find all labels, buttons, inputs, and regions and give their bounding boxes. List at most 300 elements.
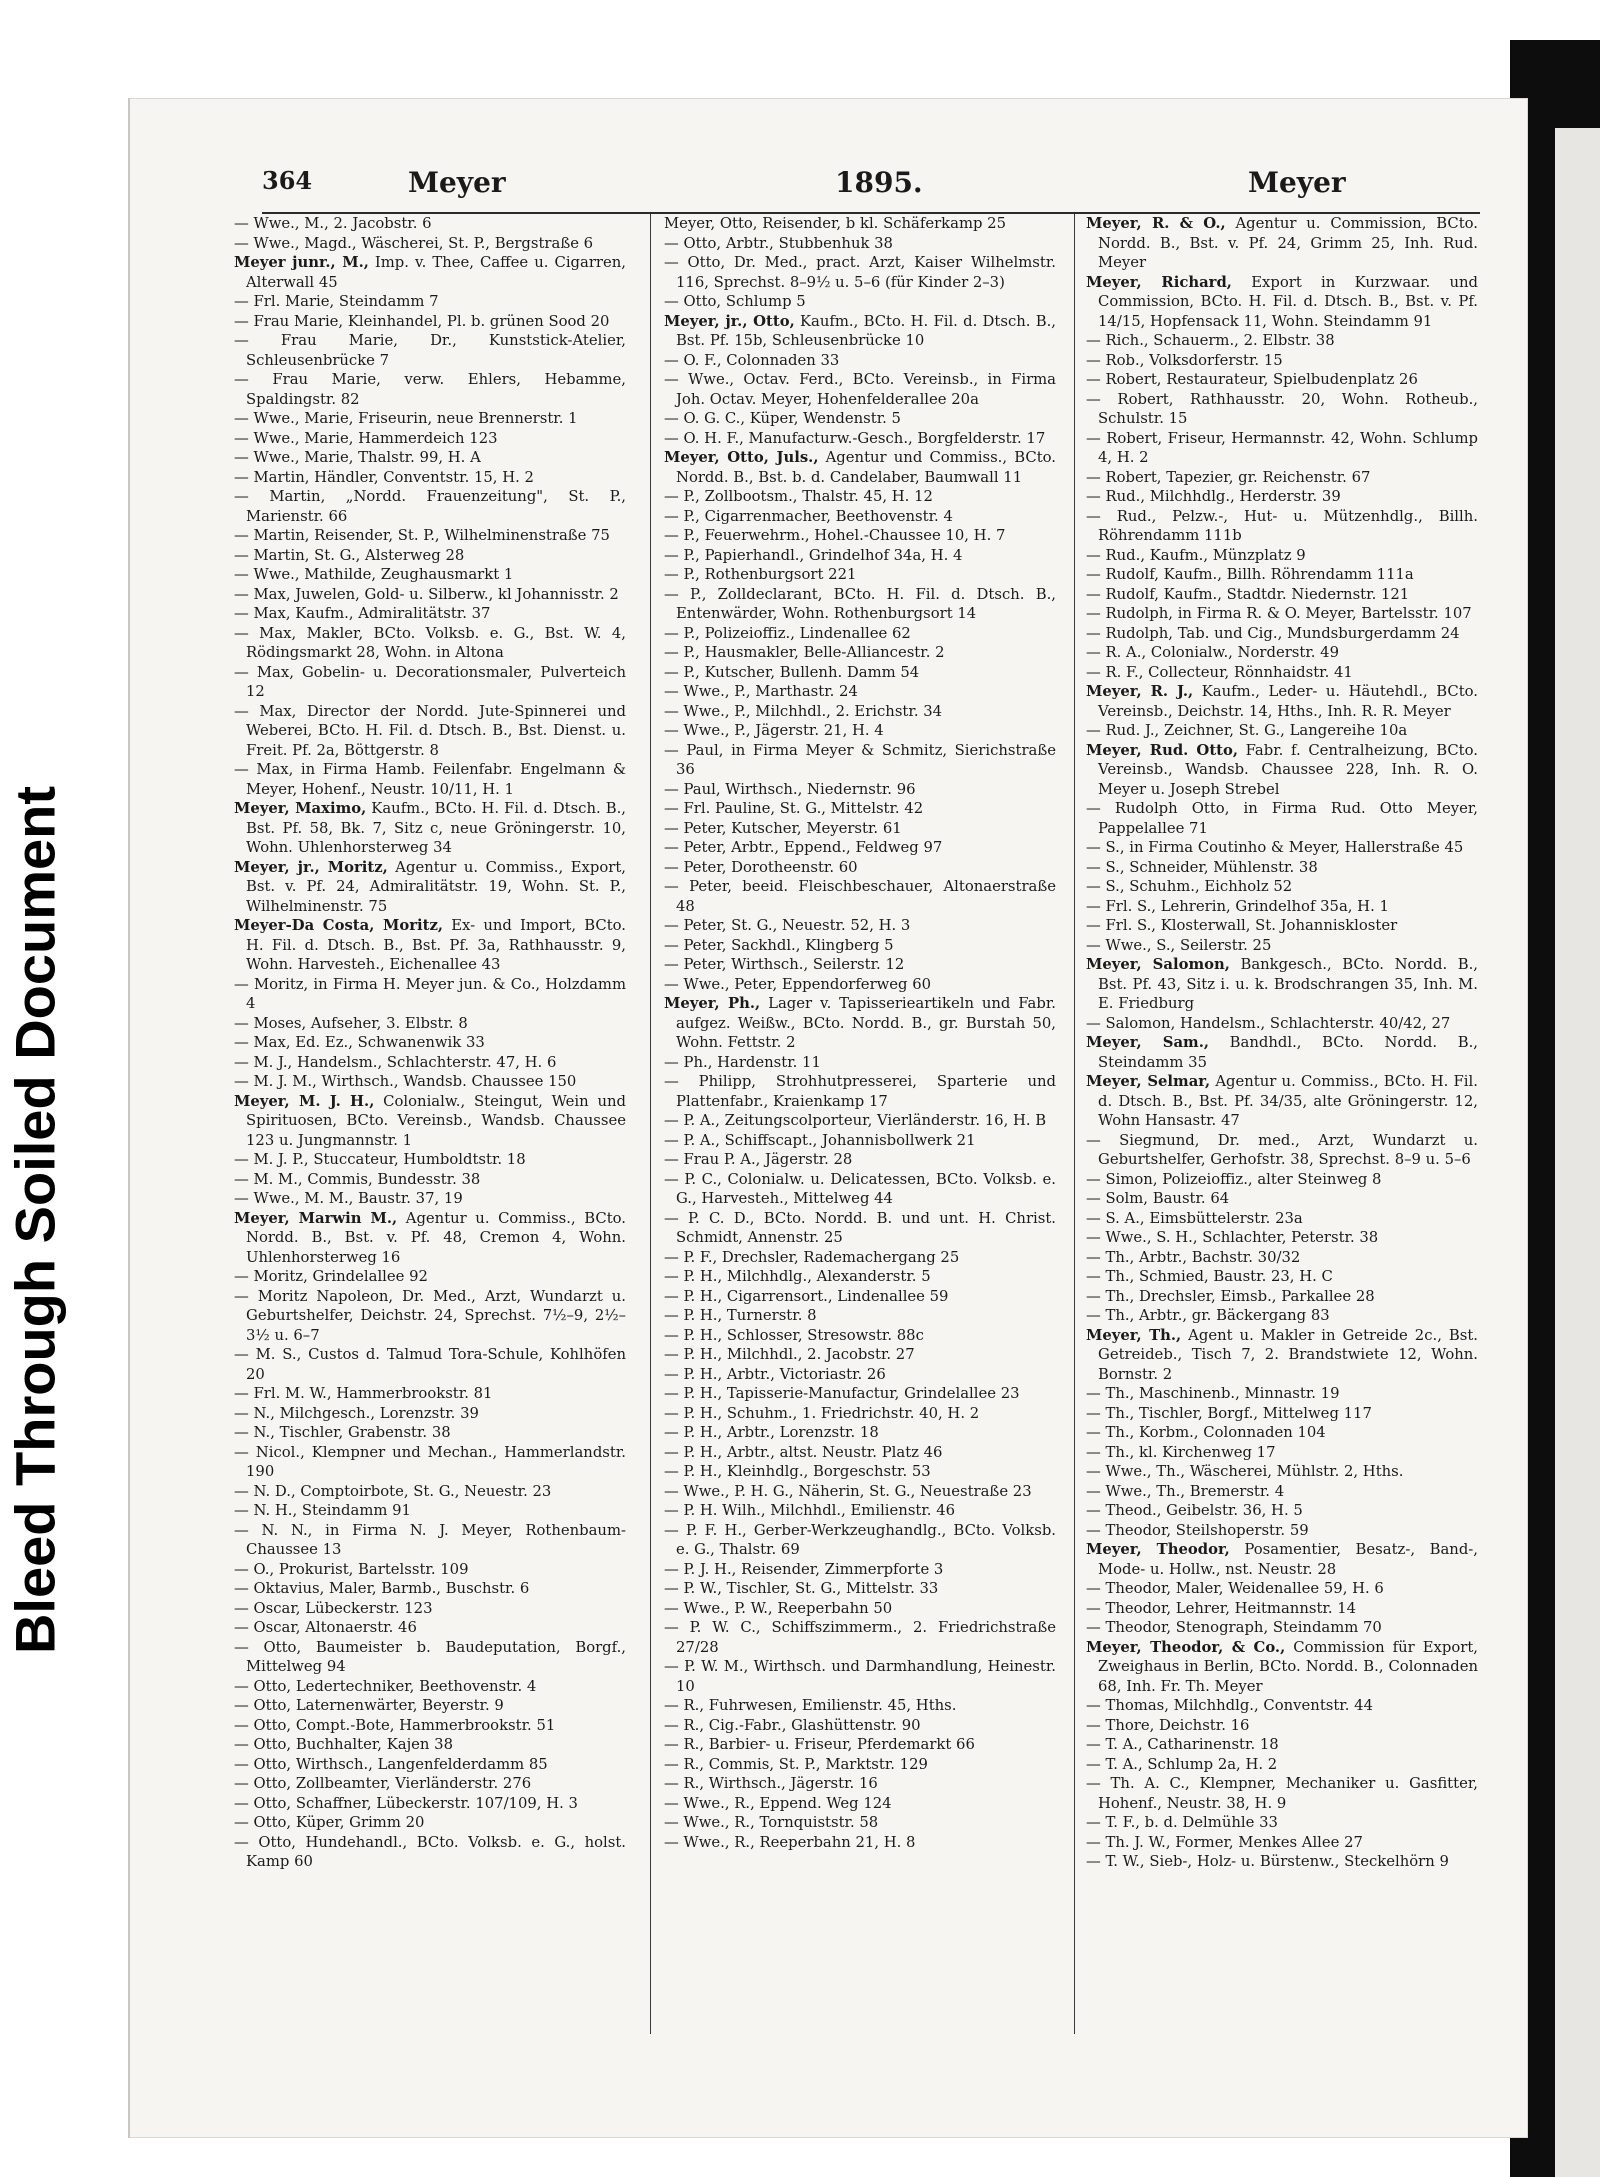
entry-text: — Thomas, Milchhdlg., Conventstr. 44 <box>1086 1697 1373 1714</box>
directory-entry <box>664 1579 1056 1599</box>
directory-entry <box>234 1716 626 1736</box>
entry-text: — Peter, Kutscher, Meyerstr. 61 <box>664 819 902 837</box>
directory-entry <box>664 780 1056 800</box>
entry-text: Imp. v. Thee, Caffee u. Cigarren, Alterwall 45 <box>246 254 626 291</box>
entry-text: — Robert, Tapezier, gr. Reichenstr. 67 <box>1086 468 1371 486</box>
directory-entry <box>664 858 1056 878</box>
entry-text: — Theodor, Steilshoperstr. 59 <box>1086 1521 1309 1539</box>
entry-text: — P. A., Schiffscapt., Johannisbollwerk 21 <box>664 1131 976 1149</box>
entry-text: — Otto, Schaffner, Lübeckerstr. 107/109, H. 3 <box>234 1794 578 1812</box>
directory-entry <box>1086 663 1478 683</box>
entry-text: — Otto, Buchhalter, Kajen 38 <box>234 1736 453 1753</box>
entry-text: — M. J., Handelsm., Schlachterstr. 47, H. 6 <box>234 1053 557 1071</box>
entry-text: Colonialw., Steingut, Wein und Spirituosen, BCto. Vereinsb., Wandsb. Chaussee 123 u. Jungmannstr. 1 <box>246 1092 626 1149</box>
directory-entry <box>234 1638 626 1677</box>
directory-entry <box>664 1345 1056 1365</box>
entry-text: — Rich., Schauerm., 2. Elbstr. 38 <box>1086 332 1335 349</box>
directory-entry <box>1086 1774 1478 1813</box>
directory-entry <box>234 1755 626 1775</box>
directory-entry <box>234 585 626 605</box>
entry-text: — Rud. J., Zeichner, St. G., Langereihe 10a <box>1086 722 1408 739</box>
directory-entry <box>234 1345 626 1384</box>
entry-text: — Th., Korbm., Colonnaden 104 <box>1086 1424 1326 1441</box>
entry-text: — Paul, Wirthsch., Niedernstr. 96 <box>664 780 916 798</box>
directory-entry <box>1086 721 1478 741</box>
directory-entry <box>1086 1833 1478 1853</box>
entry-text: — N. D., Comptoirbote, St. G., Neuestr. 23 <box>234 1482 552 1500</box>
entry-text: — Th. J. W., Former, Menkes Allee 27 <box>1086 1833 1363 1851</box>
directory-entry <box>664 877 1056 916</box>
entry-text: — Otto, Dr. Med., pract. Arzt, Kaiser Wilhelmstr. 116, Sprechst. 8–9½ u. 5–6 (für Kinder 2–3) <box>664 254 1056 291</box>
entry-text: — P., Kutscher, Bullenh. Damm 54 <box>664 663 920 681</box>
directory-entry <box>1086 1813 1478 1833</box>
directory-entry <box>1086 1189 1478 1209</box>
directory-entry <box>664 1248 1056 1268</box>
entry-text: — S. A., Eimsbüttelerstr. 23a <box>1086 1209 1303 1227</box>
entry-text: — O., Prokurist, Bartelsstr. 109 <box>234 1560 469 1578</box>
directory-entry <box>1086 1599 1478 1619</box>
directory-entry <box>234 429 626 449</box>
entry-text: — Theodor, Lehrer, Heitmannstr. 14 <box>1086 1599 1357 1617</box>
entry-name: Meyer, Th., <box>1086 1326 1182 1344</box>
entry-text: — Martin, „Nordd. Frauenzeitung", St. P., Marienstr. 66 <box>234 488 626 525</box>
directory-entry <box>234 487 626 526</box>
directory-entry <box>664 1306 1056 1326</box>
entry-text: — Wwe., S. H., Schlachter, Peterstr. 38 <box>1086 1229 1379 1246</box>
entry-text: — Paul, in Firma Meyer & Schmitz, Sierichstraße 36 <box>664 741 1056 778</box>
directory-entry <box>1086 546 1478 566</box>
directory-entry <box>1086 897 1478 917</box>
entry-text: Bandhdl., BCto. Nordd. B., Steindamm 35 <box>1098 1034 1479 1071</box>
entry-text: — Wwe., Peter, Eppendorferweg 60 <box>664 975 932 993</box>
entry-text: — Wwe., Marie, Hammerdeich 123 <box>234 429 498 447</box>
directory-entry <box>1086 1248 1478 1268</box>
entry-text: — Rudolph, in Firma R. & O. Meyer, Bartelsstr. 107 <box>1086 605 1472 622</box>
directory-entry <box>664 312 1056 351</box>
entry-text: — Max, Makler, BCto. Volksb. e. G., Bst. W. 4, Rödingsmarkt 28, Wohn. in Altona <box>234 624 626 661</box>
directory-entry <box>234 1794 626 1814</box>
directory-entry <box>1086 1462 1478 1482</box>
directory-entry <box>664 1833 1056 1853</box>
directory-entry <box>664 292 1056 312</box>
entry-text: — T. F., b. d. Delmühle 33 <box>1086 1814 1278 1831</box>
entry-text: — Rudolph Otto, in Firma Rud. Otto Meyer, Pappelallee 71 <box>1086 800 1478 837</box>
entry-text: — P. W. C., Schiffszimmerm., 2. Friedrichstraße 27/28 <box>664 1619 1056 1656</box>
entry-text: — Rud., Milchhdlg., Herderstr. 39 <box>1086 488 1341 505</box>
entry-text: — Siegmund, Dr. med., Arzt, Wundarzt u. Geburtshelfer, Gerhofstr. 38, Sprechst. 8–9 u. 5–6 <box>1086 1131 1478 1168</box>
directory-entry <box>664 663 1056 683</box>
directory-entry <box>664 702 1056 722</box>
entry-text: — Wwe., P., Marthastr. 24 <box>664 683 858 700</box>
entry-text: — R., Barbier- u. Friseur, Pferdemarkt 66 <box>664 1736 975 1753</box>
directory-entry <box>234 1833 626 1872</box>
entry-text: Agent u. Makler in Getreide 2c., Bst. Getreideb., Tisch 7, 2. Brandstwiete 12, Wohn. Bornstr. 2 <box>1098 1326 1478 1383</box>
entry-text: — Wwe., M. M., Baustr. 37, 19 <box>234 1190 463 1207</box>
header-right-name: Meyer <box>1248 166 1346 199</box>
entry-text: — T. A., Schlump 2a, H. 2 <box>1086 1755 1278 1773</box>
entry-text: — P. H., Arbtr., altst. Neustr. Platz 46 <box>664 1443 943 1461</box>
directory-entry <box>234 1072 626 1092</box>
entry-text: — O. H. F., Manufacturw.-Gesch., Borgfelderstr. 17 <box>664 429 1046 447</box>
entry-text: — Nicol., Klempner und Mechan., Hammerlandstr. 190 <box>234 1443 626 1480</box>
directory-entry <box>664 955 1056 975</box>
directory-entry <box>234 1618 626 1638</box>
entry-text: — Philipp, Strohhutpresserei, Sparterie und Plattenfabr., Kraienkamp 17 <box>664 1073 1056 1110</box>
entry-text: Kaufm., BCto. H. Fil. d. Dtsch. B., Bst. Pf. 58, Bk. 7, Sitz c, neue Gröningerstr. 10, Wohn. Uhlenhorsterweg 34 <box>246 800 626 856</box>
directory-entry <box>1086 799 1478 838</box>
entry-text: Agentur u. Commission, BCto. Nordd. B., Bst. v. Pf. 24, Grimm 25, Inh. Rud. Meyer <box>1098 215 1478 271</box>
directory-entry <box>234 1423 626 1443</box>
directory-entry <box>234 468 626 488</box>
entry-text: — P. W. M., Wirthsch. und Darmhandlung, Heinestr. 10 <box>664 1658 1056 1695</box>
entry-text: — P. H., Schlosser, Stresowstr. 88c <box>664 1326 924 1344</box>
directory-entry <box>1086 429 1478 468</box>
directory-entry <box>664 253 1056 292</box>
entry-name: Meyer, Otto, Juls., <box>664 449 819 466</box>
entry-text: Export in Kurzwaar. und Commission, BCto. H. Fil. d. Dtsch. B., Bst. v. Pf. 14/15, Hopfensack 11, Wohn. Steindamm 91 <box>1098 273 1478 330</box>
entry-text: — Wwe., M., 2. Jacobstr. 6 <box>234 215 432 232</box>
directory-entry <box>234 1677 626 1697</box>
entry-text: — Th., Arbtr., Bachstr. 30/32 <box>1086 1248 1301 1266</box>
entry-text: Posamentier, Besatz-, Band-, Mode- u. Hollw., nst. Neustr. 28 <box>1098 1541 1478 1578</box>
entry-name: Meyer, Richard, <box>1086 273 1232 291</box>
directory-entry <box>664 1443 1056 1463</box>
directory-entry <box>664 1774 1056 1794</box>
directory-entry <box>664 819 1056 839</box>
entry-text: — R., Cig.-Fabr., Glashüttenstr. 90 <box>664 1716 921 1734</box>
entry-name: Meyer, Marwin M., <box>234 1209 398 1227</box>
entry-text: — S., in Firma Coutinho & Meyer, Hallerstraße 45 <box>1086 839 1464 856</box>
entry-text: — Wwe., Marie, Thalstr. 99, H. A <box>234 449 481 466</box>
directory-entry <box>664 799 1056 819</box>
entry-name: Meyer, R. & O., <box>1086 215 1226 232</box>
entry-text: — Robert, Rathhausstr. 20, Wohn. Rotheub., Schulstr. 15 <box>1086 390 1478 427</box>
directory-entry <box>234 604 626 624</box>
entry-text: — P., Feuerwehrm., Hohel.-Chaussee 10, H. 7 <box>664 527 1006 544</box>
entry-text: — Martin, Reisender, St. P., Wilhelminenstraße 75 <box>234 527 610 544</box>
directory-entry <box>664 1696 1056 1716</box>
directory-entry <box>234 1209 626 1268</box>
directory-entry <box>234 253 626 292</box>
next-page-edge <box>1555 128 1600 2177</box>
directory-entry <box>664 975 1056 995</box>
entry-text: — Oscar, Altonaerstr. 46 <box>234 1619 417 1636</box>
directory-entry <box>664 838 1056 858</box>
directory-entry <box>234 214 626 234</box>
directory-entry <box>664 1111 1056 1131</box>
entry-text: — Frl. S., Klosterwall, St. Johanniskloster <box>1086 917 1398 934</box>
entry-text: Agentur u. Commiss., BCto. Nordd. B., Bst. v. Pf. 48, Cremon 4, Wohn. Uhlenhorsterweg 16 <box>246 1209 626 1266</box>
directory-entry <box>234 1599 626 1619</box>
entry-text: — P. H., Kleinhdlg., Borgeschstr. 53 <box>664 1463 931 1480</box>
entry-text: — Wwe., Magd., Wäscherei, St. P., Bergstraße 6 <box>234 234 594 252</box>
entry-text: Lager v. Tapisserieartikeln und Fabr. aufgez. Weißw., BCto. Nordd. B., gr. Burstah 50, Wohn. Fettstr. 2 <box>676 995 1057 1051</box>
directory-entry <box>1086 1735 1478 1755</box>
entry-text: Ex- und Import, BCto. H. Fil. d. Dtsch. B., Bst. Pf. 3a, Rathhausstr. 9, Wohn. Harvesteh., Eichenallee 43 <box>246 917 627 973</box>
directory-entry <box>664 721 1056 741</box>
directory-entry <box>234 370 626 409</box>
directory-entry <box>664 1735 1056 1755</box>
directory-entry <box>1086 682 1478 721</box>
running-header <box>0 166 1600 206</box>
entry-text: — Wwe., P., Jägerstr. 21, H. 4 <box>664 722 884 739</box>
directory-entry <box>1086 351 1478 371</box>
entry-text: — Th., Tischler, Borgf., Mittelweg 117 <box>1086 1404 1372 1422</box>
entry-text: — Wwe., R., Tornquiststr. 58 <box>664 1814 879 1831</box>
entry-text: — R. F., Collecteur, Rönnhaidstr. 41 <box>1086 663 1353 681</box>
column-divider-2 <box>1074 214 1075 2034</box>
entry-text: — Max, in Firma Hamb. Feilenfabr. Engelmann & Meyer, Hohenf., Neustr. 10/11, H. 1 <box>234 761 626 798</box>
directory-entry <box>664 1716 1056 1736</box>
directory-entry <box>1086 1209 1478 1229</box>
entry-text: — Rudolf, Kaufm., Stadtdr. Niedernstr. 121 <box>1086 585 1410 603</box>
directory-entry <box>664 1384 1056 1404</box>
directory-entry <box>1086 1384 1478 1404</box>
directory-entry <box>234 1560 626 1580</box>
directory-entry <box>1086 1170 1478 1190</box>
entry-text: — P. H., Tapisserie-Manufactur, Grindelallee 23 <box>664 1385 1020 1402</box>
directory-entry <box>1086 1033 1478 1072</box>
entry-name: Meyer, Theodor, <box>1086 1541 1230 1558</box>
entry-name: Meyer, Maximo, <box>234 800 367 817</box>
directory-entry <box>664 1813 1056 1833</box>
entry-text: — Th., kl. Kirchenweg 17 <box>1086 1443 1276 1461</box>
entry-text: — Otto, Hundehandl., BCto. Volksb. e. G., holst. Kamp 60 <box>234 1833 626 1870</box>
entry-text: — P. W., Tischler, St. G., Mittelstr. 33 <box>664 1580 939 1597</box>
directory-entry <box>1086 741 1478 800</box>
entry-text: Fabr. f. Centralheizung, BCto. Vereinsb., Wandsb. Chaussee 228, Inh. R. O. Meyer u. Joseph Strebel <box>1098 741 1478 798</box>
directory-entry <box>664 1521 1056 1560</box>
directory-entry <box>1086 1482 1478 1502</box>
directory-entry <box>234 760 626 799</box>
entry-text: — Rudolf, Kaufm., Billh. Röhrendamm 111a <box>1086 566 1414 583</box>
directory-entry <box>234 702 626 761</box>
directory-entry <box>1086 858 1478 878</box>
entry-text: — Otto, Laternenwärter, Beyerstr. 9 <box>234 1697 504 1714</box>
entry-name: Meyer, Salomon, <box>1086 956 1230 973</box>
entry-text: — Wwe., Mathilde, Zeughausmarkt 1 <box>234 566 514 583</box>
entry-text: — P., Zollbootsm., Thalstr. 45, H. 12 <box>664 488 933 505</box>
entry-text: — S., Schuhm., Eichholz 52 <box>1086 878 1293 895</box>
directory-entry <box>664 1209 1056 1248</box>
directory-entry <box>234 331 626 370</box>
entry-text: — Frl. M. W., Hammerbrookstr. 81 <box>234 1385 493 1402</box>
directory-entry <box>664 1462 1056 1482</box>
entry-text: — Theodor, Stenograph, Steindamm 70 <box>1086 1619 1382 1636</box>
page-left-edge <box>128 98 130 2138</box>
entry-text: — P. H., Schuhm., 1. Friedrichstr. 40, H. 2 <box>664 1404 980 1422</box>
directory-entry <box>664 682 1056 702</box>
directory-entry <box>234 448 626 468</box>
entry-name: Meyer, jr., Otto, <box>664 312 795 330</box>
directory-entry <box>1086 1267 1478 1287</box>
entry-text: — Peter, Sackhdl., Klingberg 5 <box>664 936 894 954</box>
directory-entry <box>664 1053 1056 1073</box>
condition-stamp <box>0 700 70 1740</box>
directory-entry <box>1086 214 1478 273</box>
entry-text: — P. H. Wilh., Milchhdl., Emilienstr. 46 <box>664 1502 956 1519</box>
directory-entry <box>1086 1014 1478 1034</box>
directory-entry <box>234 858 626 917</box>
entry-text: — P. H., Cigarrensort., Lindenallee 59 <box>664 1287 949 1305</box>
entry-text: — R., Commis, St. P., Marktstr. 129 <box>664 1755 928 1773</box>
entry-text: — Robert, Friseur, Hermannstr. 42, Wohn. Schlump 4, H. 2 <box>1086 429 1478 466</box>
entry-text: — Oscar, Lübeckerstr. 123 <box>234 1599 433 1617</box>
entry-text: — Th., Maschinenb., Minnastr. 19 <box>1086 1385 1340 1402</box>
directory-entry <box>234 1501 626 1521</box>
directory-entry <box>664 546 1056 566</box>
header-left-name: Meyer <box>408 166 506 199</box>
directory-entry <box>234 1579 626 1599</box>
directory-entry <box>1086 370 1478 390</box>
entry-text: — Thore, Deichstr. 16 <box>1086 1716 1250 1734</box>
entry-name: Meyer, Selmar, <box>1086 1073 1211 1090</box>
entry-text: — R. A., Colonialw., Norderstr. 49 <box>1086 644 1340 661</box>
entry-text: — M. M., Commis, Bundesstr. 38 <box>234 1170 481 1188</box>
directory-entry <box>664 1794 1056 1814</box>
directory-entry <box>1086 468 1478 488</box>
entry-text: — Wwe., S., Seilerstr. 25 <box>1086 936 1272 954</box>
directory-entry <box>664 643 1056 663</box>
entry-text: — Otto, Küper, Grimm 20 <box>234 1814 425 1831</box>
directory-entry <box>664 624 1056 644</box>
directory-entry <box>234 1170 626 1190</box>
directory-entry <box>664 936 1056 956</box>
entry-text: — P. H., Milchhdlg., Alexanderstr. 5 <box>664 1268 931 1285</box>
entry-text: — R., Wirthsch., Jägerstr. 16 <box>664 1775 878 1792</box>
entry-text: — Wwe., R., Reeperbahn 21, H. 8 <box>664 1833 916 1851</box>
directory-entry <box>664 370 1056 409</box>
entry-text: — M. J. P., Stuccateur, Humboldtstr. 18 <box>234 1151 526 1168</box>
entry-text: — Rud., Kaufm., Münzplatz 9 <box>1086 546 1306 564</box>
directory-entry <box>664 1150 1056 1170</box>
directory-entry <box>234 1267 626 1287</box>
entry-text: — Ph., Hardenstr. 11 <box>664 1053 821 1071</box>
directory-entry <box>1086 936 1478 956</box>
directory-entry <box>664 409 1056 429</box>
directory-entry <box>1086 1638 1478 1697</box>
page-number: 364 <box>262 166 313 195</box>
entry-text: — Otto, Compt.-Bote, Hammerbrookstr. 51 <box>234 1716 556 1734</box>
directory-entry <box>664 214 1056 234</box>
entry-text: — R., Fuhrwesen, Emilienstr. 45, Hths. <box>664 1697 957 1714</box>
directory-entry <box>234 409 626 429</box>
directory-entry <box>1086 1696 1478 1716</box>
directory-entry <box>1086 1579 1478 1599</box>
entry-text: — P. H., Arbtr., Lorenzstr. 18 <box>664 1424 879 1441</box>
entry-text: — Max, Ed. Ez., Schwanenwik 33 <box>234 1034 485 1051</box>
directory-column-1 <box>234 214 626 1872</box>
directory-entry <box>234 312 626 332</box>
directory-entry <box>1086 1423 1478 1443</box>
entry-text: — Theodor, Maler, Weidenallee 59, H. 6 <box>1086 1580 1384 1597</box>
directory-entry <box>234 565 626 585</box>
directory-entry <box>1086 1072 1478 1131</box>
directory-entry <box>1086 916 1478 936</box>
directory-entry <box>1086 1326 1478 1385</box>
entry-text: — Wwe., Octav. Ferd., BCto. Vereinsb., in Firma Joh. Octav. Meyer, Hohenfelderallee 20a <box>664 371 1056 408</box>
directory-entry <box>664 1501 1056 1521</box>
directory-entry <box>664 487 1056 507</box>
directory-entry <box>234 916 626 975</box>
directory-entry <box>1086 1131 1478 1170</box>
entry-text: — Peter, Dorotheenstr. 60 <box>664 858 858 876</box>
entry-text: — Oktavius, Maler, Barmb., Buschstr. 6 <box>234 1580 530 1597</box>
directory-entry <box>234 1735 626 1755</box>
directory-entry <box>1086 273 1478 332</box>
directory-entry <box>1086 1540 1478 1579</box>
directory-entry <box>1086 877 1478 897</box>
entry-text: — P., Papierhandl., Grindelhof 34a, H. 4 <box>664 546 963 564</box>
directory-entry <box>664 1560 1056 1580</box>
directory-entry <box>234 1033 626 1053</box>
directory-entry <box>664 1755 1056 1775</box>
entry-text: — M. S., Custos d. Talmud Tora-Schule, Kohlhöfen 20 <box>234 1346 626 1383</box>
entry-text: — N., Tischler, Grabenstr. 38 <box>234 1424 451 1441</box>
entry-text: — Moses, Aufseher, 3. Elbstr. 8 <box>234 1014 468 1032</box>
entry-text: — Frau P. A., Jägerstr. 28 <box>664 1151 853 1168</box>
directory-entry <box>664 448 1056 487</box>
directory-entry <box>664 1657 1056 1696</box>
entry-text: — O. F., Colonnaden 33 <box>664 351 840 369</box>
entry-text: — Salomon, Handelsm., Schlachterstr. 40/42, 27 <box>1086 1014 1451 1032</box>
directory-entry <box>1086 565 1478 585</box>
directory-entry <box>664 1482 1056 1502</box>
entry-text: — Frl. S., Lehrerin, Grindelhof 35a, H. 1 <box>1086 897 1389 915</box>
entry-text: — Wwe., P. W., Reeperbahn 50 <box>664 1599 893 1617</box>
directory-entry <box>1086 1618 1478 1638</box>
entry-name: Meyer, jr., Moritz, <box>234 858 388 876</box>
header-year: 1895. <box>835 166 923 199</box>
entry-text: — Peter, Wirthsch., Seilerstr. 12 <box>664 956 905 973</box>
directory-entry <box>1086 1287 1478 1307</box>
directory-entry <box>664 1131 1056 1151</box>
directory-entry <box>1086 1404 1478 1424</box>
entry-text: — Th., Schmied, Baustr. 23, H. C <box>1086 1268 1333 1285</box>
entry-text: — Moritz Napoleon, Dr. Med., Arzt, Wundarzt u. Geburtshelfer, Deichstr. 24, Sprechst. 7½–9, 2½–3½ u. 6–7 <box>234 1287 626 1344</box>
directory-entry <box>234 1092 626 1151</box>
entry-text: — Max, Gobelin- u. Decorationsmaler, Pulverteich 12 <box>234 663 626 700</box>
entry-text: — P., Polizeioffiz., Lindenallee 62 <box>664 624 911 642</box>
directory-entry <box>234 1053 626 1073</box>
entry-text: — Otto, Wirthsch., Langenfelderdamm 85 <box>234 1755 548 1773</box>
entry-text: Agentur u. Commiss., Export, Bst. v. Pf. 24, Admiralitätstr. 19, Wohn. St. P., Wilhelminenstr. 75 <box>246 858 626 915</box>
entry-text: — P. H., Turnerstr. 8 <box>664 1307 817 1324</box>
directory-entry <box>1086 643 1478 663</box>
directory-entry <box>1086 487 1478 507</box>
entry-text: — Wwe., R., Eppend. Weg 124 <box>664 1794 892 1812</box>
entry-text: — Th. A. C., Klempner, Mechaniker u. Gasfitter, Hohenf., Neustr. 38, H. 9 <box>1086 1775 1478 1812</box>
entry-text: — N., Milchgesch., Lorenzstr. 39 <box>234 1404 479 1422</box>
directory-entry <box>664 585 1056 624</box>
directory-entry <box>1086 331 1478 351</box>
directory-entry <box>664 507 1056 527</box>
directory-entry <box>1086 507 1478 546</box>
condition-stamp-text: Bleed Through Soiled Document <box>3 785 67 1655</box>
entry-text: — P. J. H., Reisender, Zimmerpforte 3 <box>664 1560 944 1578</box>
entry-name: Meyer, Rud. Otto, <box>1086 741 1239 759</box>
entry-text: — Moritz, in Firma H. Meyer jun. & Co., Holzdamm 4 <box>234 975 626 1012</box>
entry-text: — Moritz, Grindelallee 92 <box>234 1268 428 1285</box>
entry-text: Bankgesch., BCto. Nordd. B., Bst. Pf. 43, Sitz i. u. k. Brodschrangen 35, Inh. M. E. Friedburg <box>1098 956 1478 1012</box>
directory-entry <box>664 234 1056 254</box>
entry-text: — Wwe., Th., Bremerstr. 4 <box>1086 1482 1285 1500</box>
directory-entry <box>664 351 1056 371</box>
entry-text: — Otto, Zollbeamter, Vierländerstr. 276 <box>234 1775 532 1792</box>
directory-entry <box>234 1189 626 1209</box>
entry-text: — Martin, Händler, Conventstr. 15, H. 2 <box>234 468 534 486</box>
directory-entry <box>234 1384 626 1404</box>
